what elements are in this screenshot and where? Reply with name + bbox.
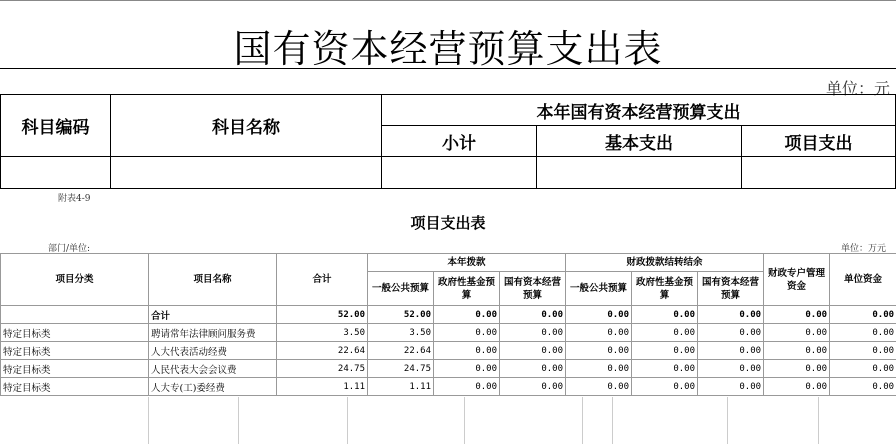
- row-value: 0.00: [500, 342, 566, 360]
- row-value: 22.64: [277, 342, 368, 360]
- budget-table: [0, 94, 896, 189]
- row-value: 0.00: [698, 324, 764, 342]
- project-table: [0, 253, 896, 396]
- dept-label: 部门/单位:: [48, 244, 91, 254]
- table-row: [1, 324, 896, 342]
- total-value: 0.00: [698, 306, 764, 324]
- grid-line: [818, 397, 819, 444]
- row-value: 0.00: [632, 324, 698, 342]
- total-value: 0.00: [434, 306, 500, 324]
- header-project: 项目支出: [742, 126, 896, 157]
- row-value: 0.00: [434, 324, 500, 342]
- row-value: 0.00: [632, 378, 698, 396]
- row-name: 人民代表大会会议费: [149, 360, 277, 378]
- row-value: 0.00: [764, 342, 830, 360]
- row-category: 特定目标类: [1, 342, 149, 360]
- header-carryover: 财政拨款结转结余: [566, 254, 764, 272]
- row-value: 0.00: [434, 342, 500, 360]
- row-value: 0.00: [698, 378, 764, 396]
- row-value: 0.00: [830, 342, 896, 360]
- header-general: 一般公共预算: [368, 272, 434, 306]
- row-value: 0.00: [698, 342, 764, 360]
- row-value: 1.11: [368, 378, 434, 396]
- row-name: 人大专(工)委经费: [149, 378, 277, 396]
- grid-line: [347, 397, 348, 444]
- row-value: 0.00: [566, 378, 632, 396]
- total-value: 0.00: [830, 306, 896, 324]
- header-gov-fund: 政府性基金预算: [434, 272, 500, 306]
- row-value: 24.75: [368, 360, 434, 378]
- grid-line: [464, 397, 465, 444]
- row-value: 0.00: [434, 378, 500, 396]
- header-soe-capital: 国有资本经营预算: [500, 272, 566, 306]
- row-value: 0.00: [500, 378, 566, 396]
- row-value: 0.00: [698, 360, 764, 378]
- empty-cell[interactable]: [1, 157, 111, 189]
- row-value: 0.00: [830, 378, 896, 396]
- header-soe-capital-2: 国有资本经营预算: [698, 272, 764, 306]
- table-row: [1, 360, 896, 378]
- page-title: 国有资本经营预算支出表: [233, 27, 663, 71]
- row-value: 0.00: [566, 342, 632, 360]
- attachment-label: 附表4-9: [58, 194, 91, 204]
- row-value: 0.00: [500, 360, 566, 378]
- row-category: 特定目标类: [1, 378, 149, 396]
- total-label: 合计: [149, 306, 277, 324]
- header-general-2: 一般公共预算: [566, 272, 632, 306]
- row-name: 人大代表活动经费: [149, 342, 277, 360]
- total-value: 52.00: [277, 306, 368, 324]
- row-value: 0.00: [632, 360, 698, 378]
- table-row: [1, 342, 896, 360]
- header-project-name: 项目名称: [149, 254, 277, 306]
- empty-cell[interactable]: [742, 157, 896, 189]
- grid-line: [612, 397, 613, 444]
- row-value: 0.00: [500, 324, 566, 342]
- row-value: 0.00: [632, 342, 698, 360]
- header-group: 本年国有资本经营预算支出: [382, 95, 896, 126]
- total-value: 0.00: [764, 306, 830, 324]
- header-gov-fund-2: 政府性基金预算: [632, 272, 698, 306]
- row-value: 0.00: [764, 378, 830, 396]
- total-value: 52.00: [368, 306, 434, 324]
- total-value: 0.00: [500, 306, 566, 324]
- header-current-year: 本年拨款: [368, 254, 566, 272]
- header-special-mgmt: 财政专户管理资金: [764, 254, 830, 306]
- header-name: 科目名称: [111, 95, 382, 157]
- grid-line: [582, 397, 583, 444]
- row-name: 聘请常年法律顾问服务费: [149, 324, 277, 342]
- empty-cell[interactable]: [537, 157, 742, 189]
- grid-line: [148, 397, 149, 444]
- header-unit-fund: 单位资金: [830, 254, 896, 306]
- row-value: 3.50: [277, 324, 368, 342]
- row-value: 1.11: [277, 378, 368, 396]
- top-border: [0, 0, 896, 1]
- table-row: [1, 378, 896, 396]
- empty-cell[interactable]: [111, 157, 382, 189]
- grid-line: [727, 397, 728, 444]
- row-category: 特定目标类: [1, 360, 149, 378]
- row-value: 24.75: [277, 360, 368, 378]
- row-value: 22.64: [368, 342, 434, 360]
- project-unit-label: 单位：万元: [840, 244, 886, 254]
- total-row: [1, 306, 896, 324]
- header-basic: 基本支出: [537, 126, 742, 157]
- empty-cell[interactable]: [382, 157, 537, 189]
- row-value: 0.00: [434, 360, 500, 378]
- header-subtotal: 小计: [382, 126, 537, 157]
- row-value: 0.00: [830, 360, 896, 378]
- row-value: 0.00: [566, 324, 632, 342]
- header-code: 科目编码: [1, 95, 111, 157]
- row-value: 0.00: [764, 360, 830, 378]
- row-value: 3.50: [368, 324, 434, 342]
- row-category: 特定目标类: [1, 324, 149, 342]
- project-table-title: 项目支出表: [410, 214, 486, 232]
- total-value: 0.00: [566, 306, 632, 324]
- grid-line: [238, 397, 239, 444]
- row-value: 0.00: [830, 324, 896, 342]
- header-category: 项目分类: [1, 254, 149, 306]
- row-value: 0.00: [764, 324, 830, 342]
- row-value: 0.00: [566, 360, 632, 378]
- header-total: 合计: [277, 254, 368, 306]
- total-value: 0.00: [632, 306, 698, 324]
- total-category: [1, 306, 149, 324]
- unit-label: 单位：元: [825, 79, 890, 98]
